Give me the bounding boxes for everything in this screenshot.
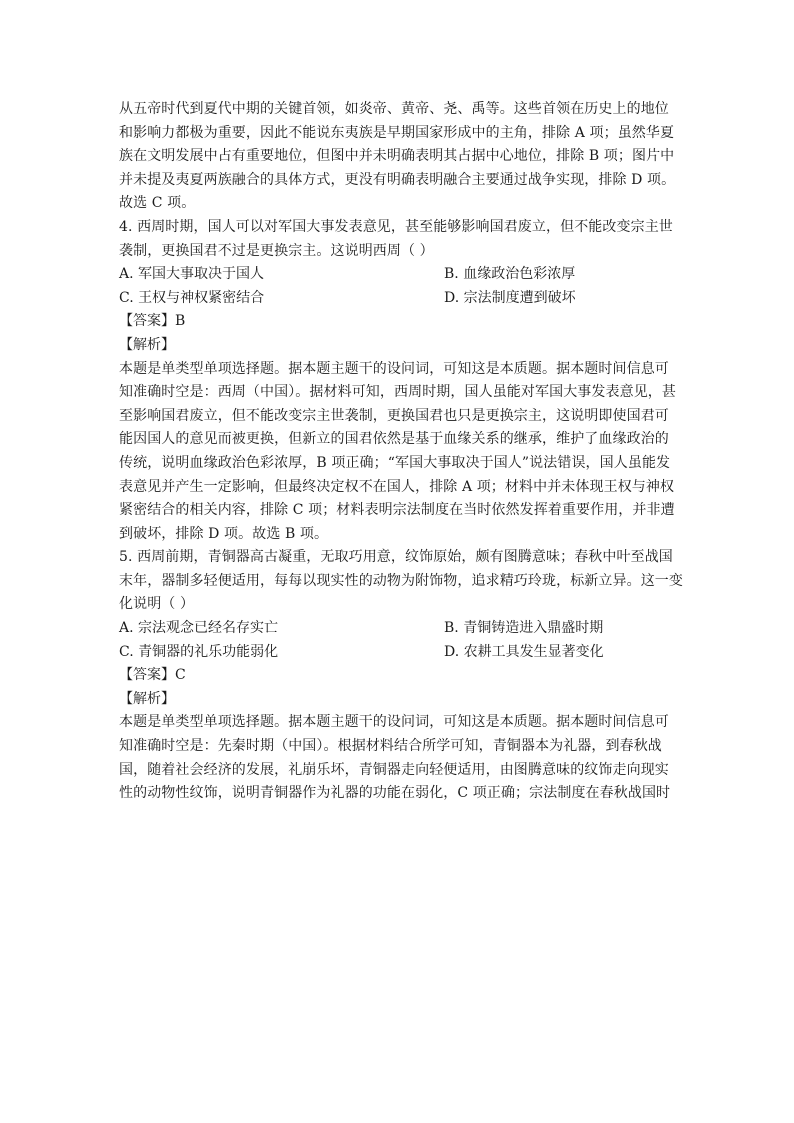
option-b: B. 血缘政治色彩浓厚 [444, 266, 576, 283]
text-line: 袭制，更换国君不过是更换宗主。这说明西周（ ） [119, 242, 434, 259]
option-a: A. 军国大事取决于国人 [119, 266, 265, 283]
option-b: B. 青铜铸造进入鼎盛时期 [444, 620, 604, 637]
text-line: 国，随着社会经济的发展，礼崩乐坏，青铜器走向轻便适用，由图腾意味的纹饰走向现实 [119, 761, 669, 778]
options-row [119, 617, 679, 641]
analysis-label: 【解析】 [119, 336, 175, 353]
option-c: C. 青铜器的礼乐功能弱化 [119, 643, 279, 660]
question-5 [119, 546, 683, 806]
text-line: 族在文明发展中占有重要地位，但图中并未明确表明其占据中心地位，排除 B 项；图片中 [119, 148, 675, 165]
analysis-label: 【解析】 [119, 690, 175, 707]
options-row [119, 287, 679, 311]
analysis-body [119, 711, 679, 805]
option-d: D. 宗法制度遭到破坏 [444, 289, 576, 306]
answer-label: 【答案】B [119, 313, 186, 330]
text-line: 知准确时空是：先秦时期（中国）。根据材料结合所学可知，青铜器本为礼器，到春秋战 [119, 738, 662, 755]
option-c: C. 王权与神权紧密结合 [119, 289, 265, 306]
intro-analysis [119, 98, 679, 216]
text-line: 本题是单类型单项选择题。据本题主题干的设问词，可知这是本质题。据本题时间信息可 [119, 360, 669, 377]
text-line: 知准确时空是：西周（中国）。据材料可知，西周时期，国人虽能对军国大事发表意见，甚 [119, 384, 676, 401]
text-line: 化说明（ ） [119, 596, 195, 613]
text-line: 从五帝时代到夏代中期的关键首领，如炎帝、黄帝、尧、禹等。这些首领在历史上的地位 [119, 101, 669, 117]
text-line: 4. 西周时期，国人可以对军国大事发表意见，甚至能够影响国君废立，但不能改变宗主世 [119, 218, 673, 235]
text-line: 到破坏，排除 D 项。故选 B 项。 [119, 525, 329, 542]
option-d: D. 农耕工具发生显著变化 [444, 643, 604, 660]
question-4 [119, 216, 679, 546]
question-stem [119, 546, 683, 617]
text-line: 5. 西周前期，青铜器高古凝重，无取巧用意，纹饰原始，颇有图腾意味；春秋中叶至战国 [119, 549, 673, 566]
analysis-body [119, 358, 679, 547]
text-line: 紧密结合的相关内容，排除 C 项；材料表明宗法制度在当时依然发挥着重要作用，并非遭 [119, 502, 675, 519]
text-line: 性的动物性纹饰，说明青铜器作为礼器的功能在弱化，C 项正确；宗法制度在春秋战国时 [119, 785, 671, 802]
options-row [119, 641, 679, 665]
text-line: 末年，器制多轻便适用，每每以现实性的动物为附饰物，追求精巧玲珑，标新立异。这一变 [119, 572, 683, 589]
option-a: A. 宗法观念已经名存实亡 [119, 620, 279, 637]
document-page [119, 98, 683, 806]
text-line: 本题是单类型单项选择题。据本题主题干的设问词，可知这是本质题。据本题时间信息可 [119, 714, 669, 731]
text-line: 并未提及夷夏两族融合的具体方式，更没有明确表明融合主要通过战争实现，排除 D 项。 [119, 171, 676, 188]
options-row [119, 263, 679, 287]
text-line: 故选 C 项。 [119, 195, 196, 212]
answer-label: 【答案】C [119, 667, 186, 684]
text-line: 传统，说明血缘政治色彩浓厚，B 项正确；“军国大事取决于国人”说法错误，国人虽能发 [119, 454, 671, 471]
text-line: 能因国人的意见而被更换，但新立的国君依然是基于血缘关系的继承，维护了血缘政治的 [119, 431, 669, 448]
text-line: 和影响力都极为重要，因此不能说东夷族是早期国家形成中的主角，排除 A 项；虽然华夏 [119, 124, 675, 141]
question-stem [119, 216, 679, 263]
text-line: 至影响国君废立，但不能改变宗主世袭制，更换国君也只是更换宗主，这说明即使国君可 [119, 407, 669, 424]
text-line: 表意见并产生一定影响，但最终决定权不在国人，排除 A 项；材料中并未体现王权与神权 [119, 478, 675, 495]
